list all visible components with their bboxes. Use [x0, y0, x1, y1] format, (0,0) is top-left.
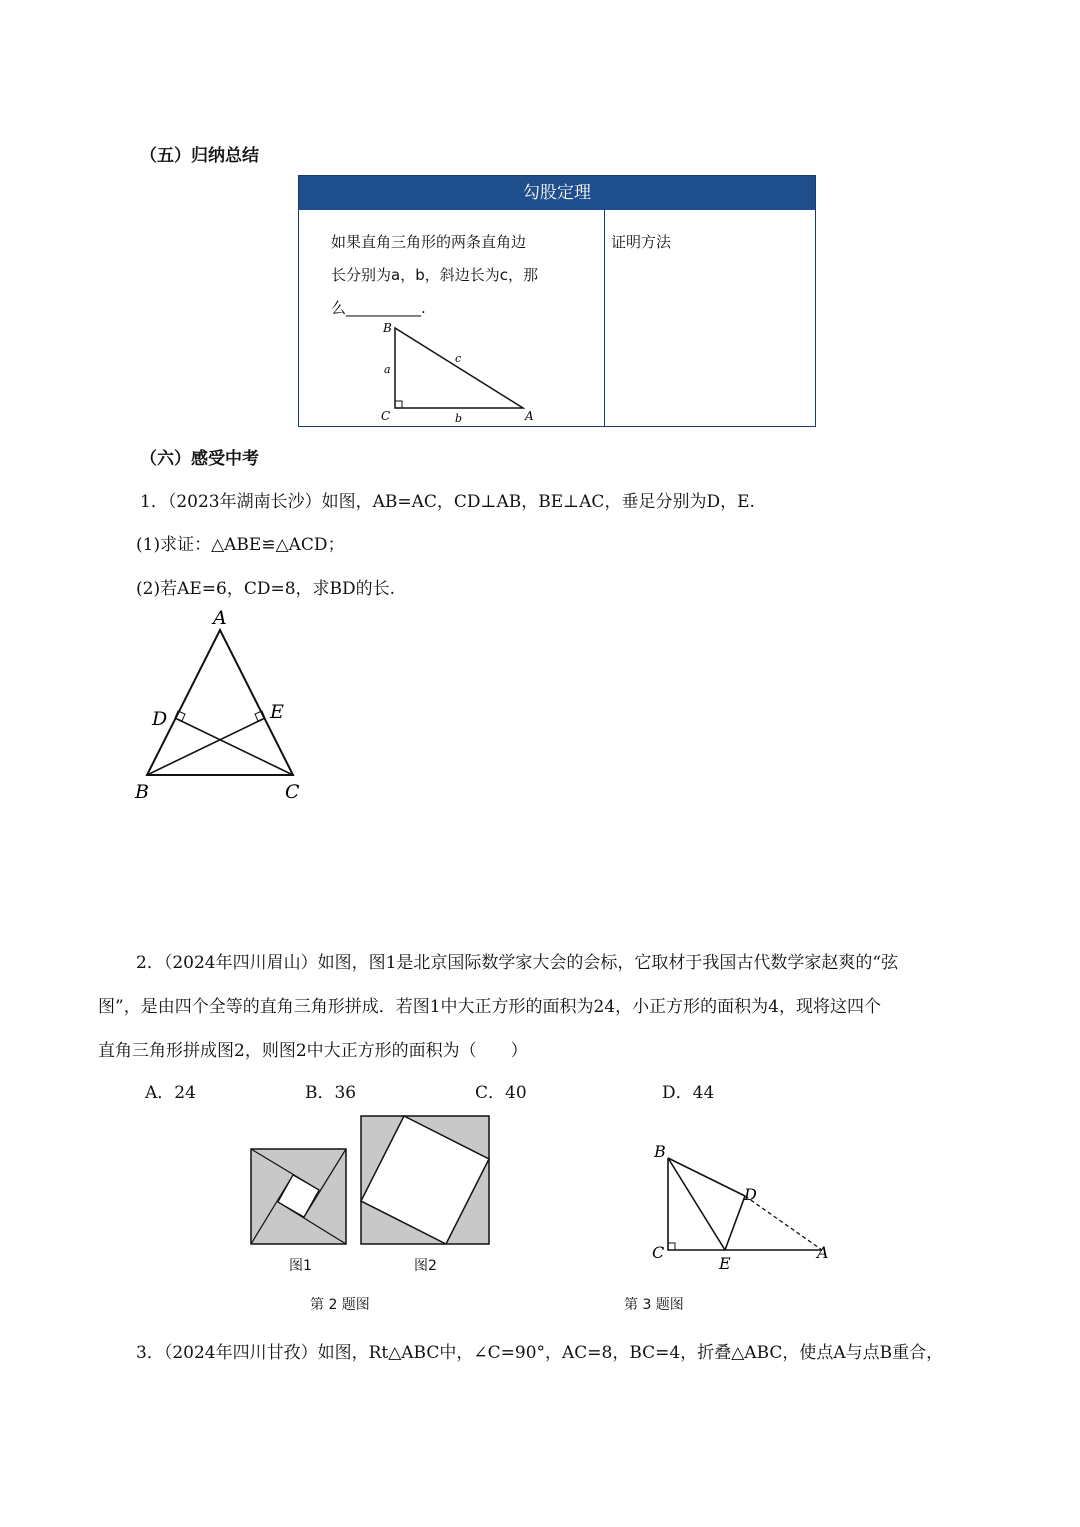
q2-figure-caption: 第 2 题图	[310, 1297, 370, 1313]
label-A: A	[525, 409, 534, 423]
label-c: c	[455, 352, 462, 365]
label-D: D	[152, 708, 168, 730]
right-triangle-diagram	[369, 316, 539, 424]
q2-figure2	[360, 1115, 491, 1246]
section6-heading: （六）感受中考	[140, 449, 259, 469]
label-b: b	[455, 412, 463, 424]
pythagorean-summary-table	[298, 175, 816, 427]
label-E: E	[719, 1254, 731, 1273]
label-C: C	[285, 781, 300, 803]
q2-line2: 图”，是由四个全等的直角三角形拼成．若图1中大正方形的面积为24，小正方形的面积为4，现将这四个	[98, 997, 881, 1017]
q3-figure	[645, 1138, 835, 1273]
theorem-line-3: 么__________.	[331, 299, 426, 317]
q2-option-a[interactable]: A．24	[145, 1083, 196, 1103]
triangle-abc	[395, 328, 523, 408]
theorem-line-2: 长分别为a，b，斜边长为c，那	[331, 266, 538, 284]
q3-figure-caption: 第 3 题图	[624, 1297, 684, 1313]
q3-stem: 3．（2024年四川甘孜）如图，Rt△ABC中，∠C=90°，AC=8，BC=4，折叠△ABC，使点A与点B重合，	[136, 1343, 944, 1363]
label-A: A	[213, 607, 227, 629]
q1-part1: (1)求证：△ABE≌△ACD；	[136, 535, 345, 555]
segment-da-dashed	[745, 1196, 822, 1250]
label-a: a	[384, 363, 391, 376]
section5-heading: （五）归纳总结	[140, 146, 259, 166]
fig1-caption: 图1	[289, 1258, 312, 1274]
segment-ed	[725, 1196, 745, 1250]
q2-option-d[interactable]: D．44	[662, 1083, 715, 1103]
label-B: B	[383, 321, 392, 335]
label-D: D	[744, 1185, 757, 1204]
q2-line3: 直角三角形拼成图2，则图2中大正方形的面积为（ ）	[98, 1041, 528, 1061]
theorem-line-1: 如果直角三角形的两条直角边	[331, 233, 527, 251]
q1-figure	[125, 600, 325, 810]
table-header: 勾股定理	[299, 176, 815, 210]
label-E: E	[270, 701, 284, 723]
q2-figure1	[250, 1148, 347, 1246]
q2-option-c[interactable]: C．40	[475, 1083, 527, 1103]
label-A: A	[817, 1243, 829, 1262]
segment-cd	[175, 718, 293, 775]
label-B: B	[135, 781, 149, 803]
label-B: B	[654, 1142, 666, 1161]
q2-option-b[interactable]: B．36	[305, 1083, 357, 1103]
right-angle-c	[668, 1243, 675, 1250]
q2-line1: 2．（2024年四川眉山）如图，图1是北京国际数学家大会的会标，它取材于我国古代数学家赵爽的“弦	[136, 953, 899, 973]
q1-part2: (2)若AE=6，CD=8，求BD的长.	[136, 579, 396, 599]
q1-stem: 1．（2023年湖南长沙）如图，AB=AC，CD⊥AB，BE⊥AC，垂足分别为D，E.	[140, 492, 755, 512]
theorem-statement	[331, 226, 538, 325]
fig2-caption: 图2	[414, 1258, 437, 1274]
label-C: C	[652, 1243, 665, 1262]
right-angle-mark	[395, 401, 402, 408]
triangle-legs	[668, 1158, 822, 1250]
table-column-divider	[604, 210, 605, 426]
proof-method-label: 证明方法	[611, 233, 672, 251]
label-C: C	[381, 409, 391, 423]
